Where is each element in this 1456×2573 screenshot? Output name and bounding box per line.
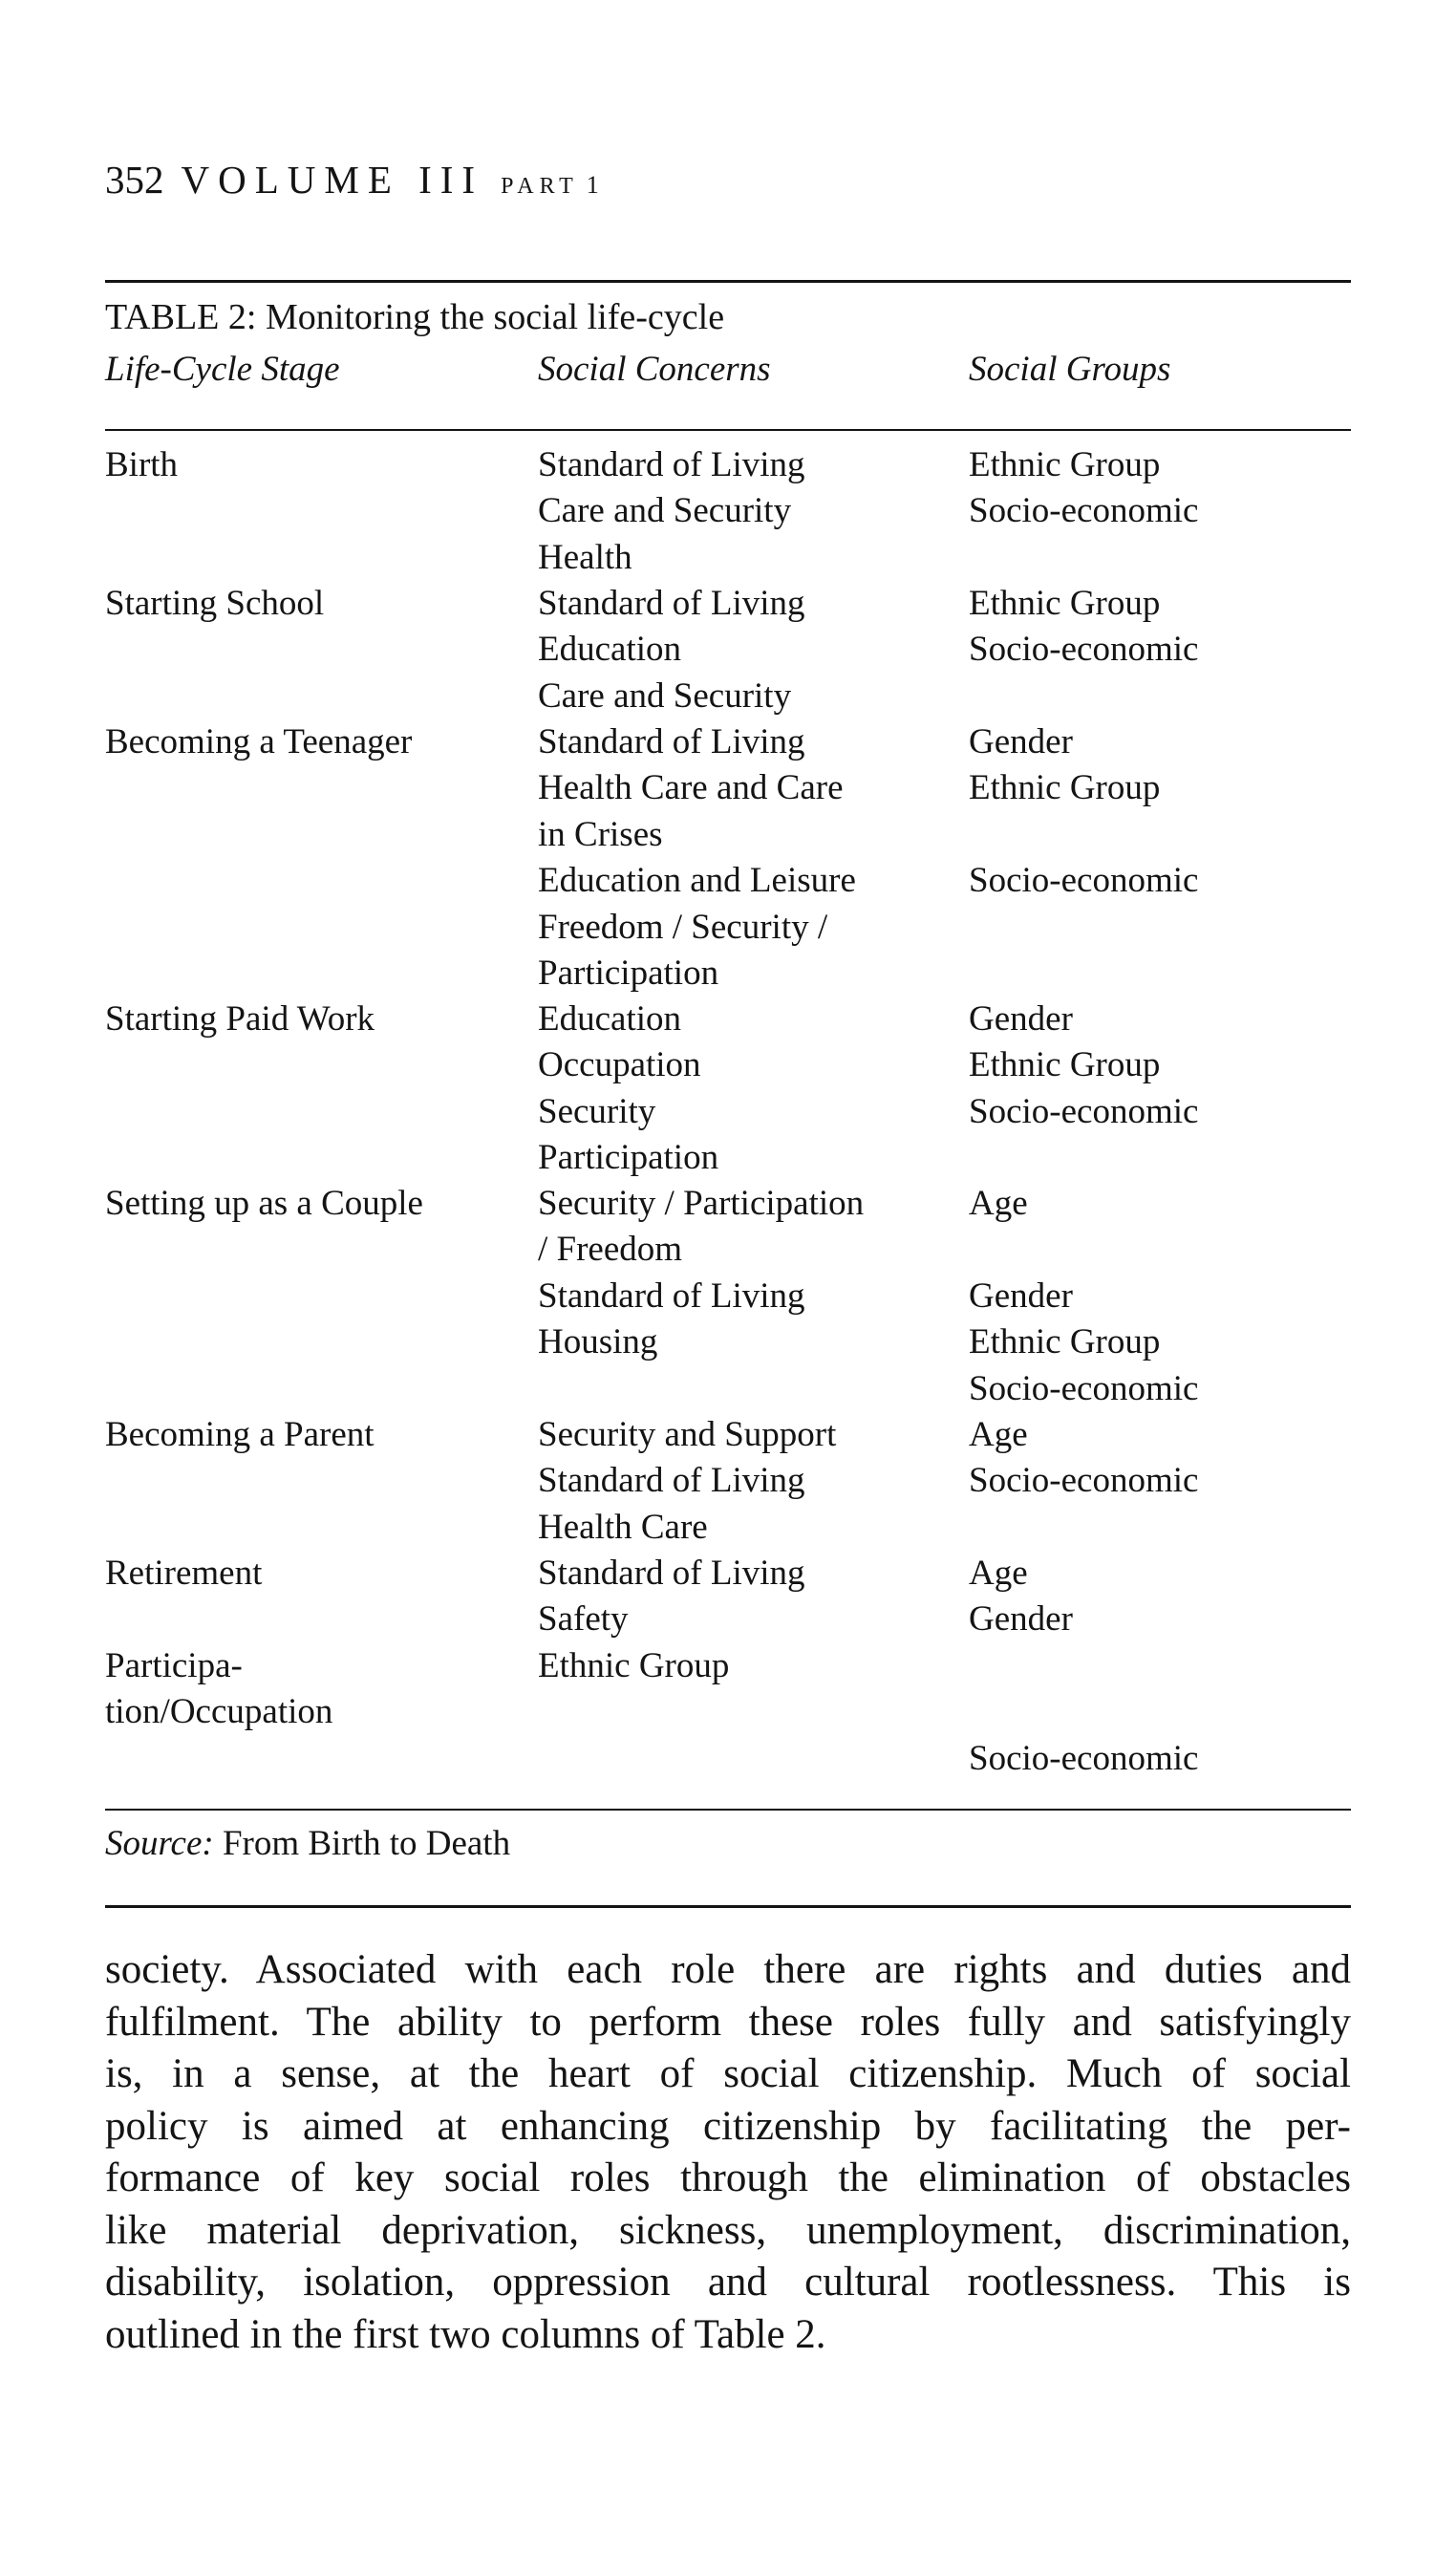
column-header-life-cycle-stage: Life-Cycle Stage [105,350,340,389]
page-number: 352 [105,158,164,202]
group-cell: Socio-economic [969,491,1199,531]
group-cell: Ethnic Group [969,445,1161,484]
stage-cell: Starting Paid Work [105,999,375,1039]
concern-cell: Health Care [538,1507,708,1547]
stage-cell: Birth [105,445,179,484]
paragraph-line: disability, isolation, oppression and cultural rootlessness. This is [105,2260,1351,2305]
group-cell: Gender [969,999,1073,1039]
table-source [105,1823,510,1864]
group-cell: Gender [969,1599,1073,1640]
table-header-rule [105,429,1351,431]
group-cell: Ethnic Group [969,584,1161,623]
group-cell: Age [969,1554,1028,1593]
table-title: TABLE 2: Monitoring the social life-cycle [105,297,725,337]
stage-cell: Retirement [105,1554,263,1593]
concern-cell: Health Care and Care [538,768,844,808]
concern-cell: Care and Security [538,675,792,716]
group-cell: Ethnic Group [969,1322,1161,1362]
stage-cell: Becoming a Parent [105,1415,375,1454]
part-label: PART [501,174,579,199]
volume-label: VOLUME III [181,158,484,202]
group-cell: Socio-economic [969,861,1199,901]
paragraph-line: outlined in the first two columns of Table 2. [105,2311,826,2357]
concern-cell: Standard of Living [538,1554,805,1593]
group-cell: Socio-economic [969,1738,1199,1778]
paragraph-line: fulfilment. The ability to perform these roles fully and satisfyingly [105,1999,1351,2045]
table-end-rule [105,1905,1351,1908]
paragraph-line: formance of key social roles through the elimination of obstacles [105,2155,1351,2200]
concern-cell: Safety [538,1599,629,1640]
concern-cell: Care and Security [538,491,792,531]
body-paragraph [105,1944,1351,2361]
paragraph-line: society. Associated with each role there are rights and duties and [105,1947,1351,1992]
concern-cell: Freedom / Security / [538,907,828,947]
concern-cell: Standard of Living [538,445,805,484]
concern-cell: Education [538,999,682,1039]
group-cell: Gender [969,1276,1073,1316]
concern-cell: Participation [538,954,719,993]
column-header-social-concerns: Social Concerns [538,350,771,389]
group-cell: Age [969,1415,1028,1454]
concern-cell: Standard of Living [538,584,805,623]
stage-cell: Becoming a Teenager [105,722,413,761]
running-header [105,158,599,202]
source-text: From Birth to Death [222,1824,511,1863]
concern-cell: / Freedom [538,1230,683,1270]
stage-cell: Setting up as a Couple [105,1184,423,1223]
table-bottom-rule [105,1809,1351,1811]
concern-cell: Participation [538,1138,719,1178]
table-top-rule [105,280,1351,283]
concern-cell: Education [538,630,682,670]
column-header-social-groups: Social Groups [969,350,1171,389]
concern-cell: in Crises [538,814,663,854]
concern-cell: Health [538,537,632,577]
concern-cell: Security and Support [538,1415,837,1454]
concern-cell: Standard of Living [538,1276,805,1316]
stage-cell: Participa- [105,1646,243,1685]
concern-cell: Ethnic Group [538,1646,730,1685]
paragraph-line: like material deprivation, sickness, unemployment, discrimination, [105,2207,1351,2253]
concern-cell: Education and Leisure [538,861,856,901]
concern-cell: Standard of Living [538,1461,805,1501]
stage-cell: tion/Occupation [105,1692,333,1732]
group-cell: Socio-economic [969,1461,1199,1501]
group-cell: Age [969,1184,1028,1223]
group-cell: Gender [969,722,1073,761]
group-cell: Socio-economic [969,630,1199,670]
concern-cell: Security [538,1091,656,1131]
source-label: Source: [105,1824,214,1863]
group-cell: Socio-economic [969,1091,1199,1131]
concern-cell: Housing [538,1322,658,1362]
group-cell: Socio-economic [969,1368,1199,1408]
group-cell: Ethnic Group [969,1045,1161,1085]
concern-cell: Occupation [538,1045,701,1085]
paragraph-line: policy is aimed at enhancing citizenship by facilitating the per- [105,2103,1351,2149]
concern-cell: Security / Participation [538,1184,865,1223]
paragraph-line: is, in a sense, at the heart of social citizenship. Much of social [105,2051,1351,2096]
group-cell: Ethnic Group [969,768,1161,808]
concern-cell: Standard of Living [538,722,805,761]
stage-cell: Starting School [105,584,325,623]
part-number: 1 [586,171,599,199]
